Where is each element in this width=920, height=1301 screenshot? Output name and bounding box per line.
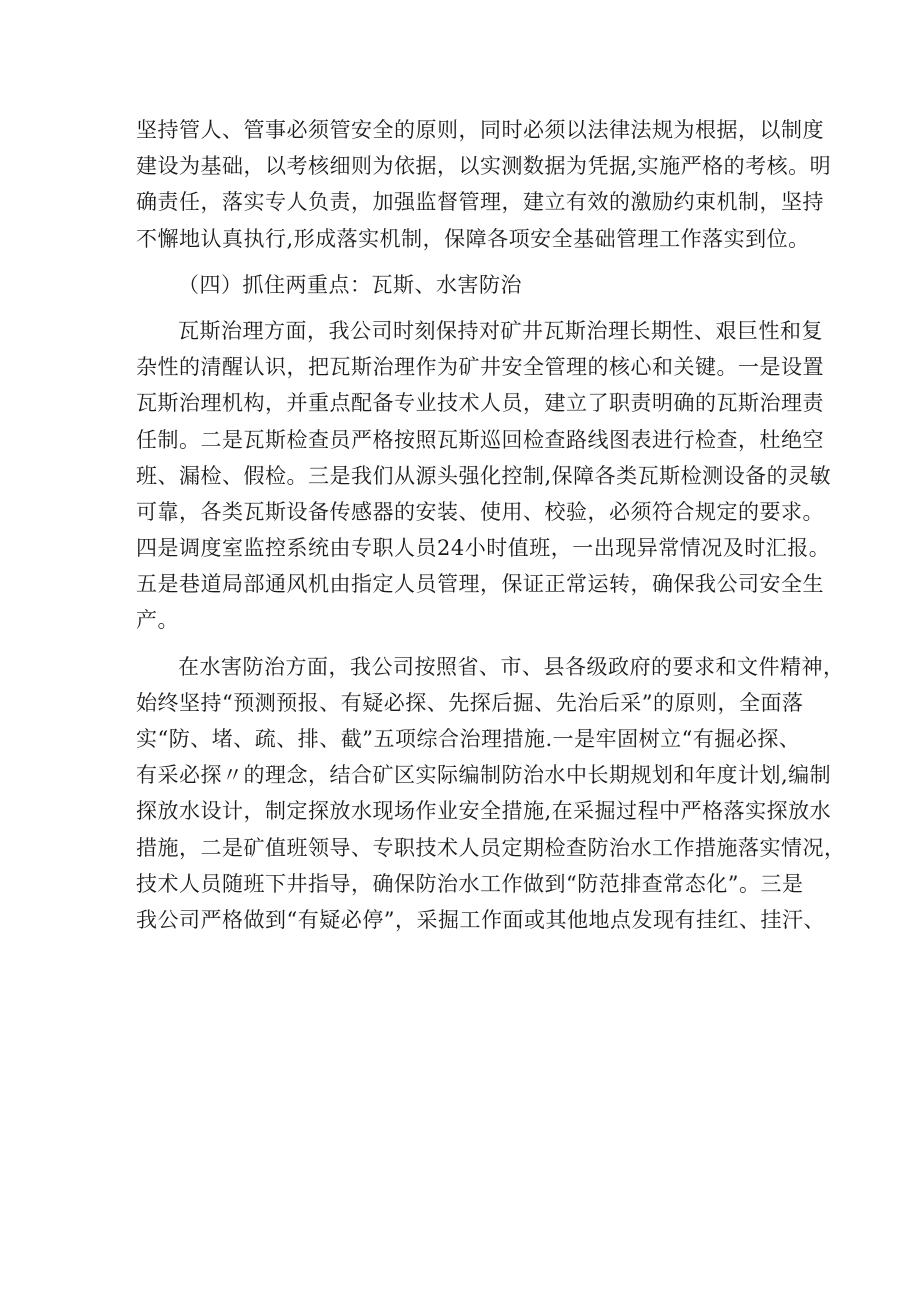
- paragraph-2: [136, 313, 832, 639]
- paragraph-3: [136, 649, 846, 939]
- text-line: 产。: [136, 608, 179, 633]
- text-line: 实“防、堵、疏、排、截”五项综合治理措施.一是牢固树立“有掘必探、: [136, 727, 801, 751]
- paragraph-spacer: [136, 303, 796, 313]
- document-body: [136, 112, 846, 938]
- text-line: 任制。二是瓦斯检查员严格按照瓦斯巡回检查路线图表进行检查，杜绝空: [136, 427, 824, 452]
- text-line: 确责任，落实专人负责，加强监督管理，建立有效的激励约束机制，坚持: [136, 190, 824, 215]
- text-line: 措施，二是矿值班领导、专职技术人员定期检查防治水工作措施落实情况，: [136, 835, 846, 860]
- paragraph-1: [136, 112, 832, 257]
- paragraph-spacer: [136, 639, 796, 649]
- text-line: 瓦斯治理方面，我公司时刻保持对矿井瓦斯治理长期性、艰巨性和复: [178, 318, 823, 343]
- text-line: 班、漏检、假检。三是我们从源头强化控制,保障各类瓦斯检测设备的灵敏: [136, 463, 832, 488]
- text-line: 四是调度室监控系统由专职人员24小时值班，一出现异常情况及时汇报。: [136, 536, 831, 561]
- text-line: 瓦斯治理机构，并重点配备专业技术人员，建立了职责明确的瓦斯治理责: [136, 391, 824, 416]
- text-line: 在水害防治方面，我公司按照省、市、县各级政府的要求和文件精神，: [178, 654, 845, 679]
- text-line: 探放水设计，制定探放水现场作业安全措施,在采掘过程中严格落实探放水: [136, 799, 832, 824]
- text-line: 建设为基础，以考核细则为依据，以实测数据为凭据,实施严格的考核。明: [136, 154, 832, 179]
- text-line: 五是巷道局部通风机由指定人员管理，保证正常运转，确保我公司安全生: [136, 572, 824, 597]
- text-line: 坚持管人、管事必须管安全的原则，同时必须以法律法规为根据，以制度: [136, 118, 824, 142]
- text-line: 有采必探〃的理念，结合矿区实际编制防治水中长期规划和年度计划,编制: [136, 763, 832, 788]
- paragraph-spacer: [136, 257, 796, 267]
- text-line: 可靠，各类瓦斯设备传感器的安装、使用、校验，必须符合规定的要求。: [136, 499, 824, 524]
- text-line: 技术人员随班下井指导，确保防治水工作做到“防范排查常态化”。三是: [136, 871, 804, 896]
- text-line: 始终坚持“预测预报、有疑必探、先探后掘、先治后采”的原则，全面落: [136, 690, 804, 715]
- text-line: 不懈地认真执行,形成落实机制，保障各项安全基础管理工作落实到位。: [136, 226, 810, 251]
- section-heading: （四）抓住两重点：瓦斯、水害防治: [178, 272, 522, 297]
- text-line: 杂性的清醒认识，把瓦斯治理作为矿井安全管理的核心和关键。一是设置: [136, 355, 824, 380]
- text-line: 我公司严格做到“有疑必停”，采掘工作面或其他地点发现有挂红、挂汗、: [136, 907, 825, 932]
